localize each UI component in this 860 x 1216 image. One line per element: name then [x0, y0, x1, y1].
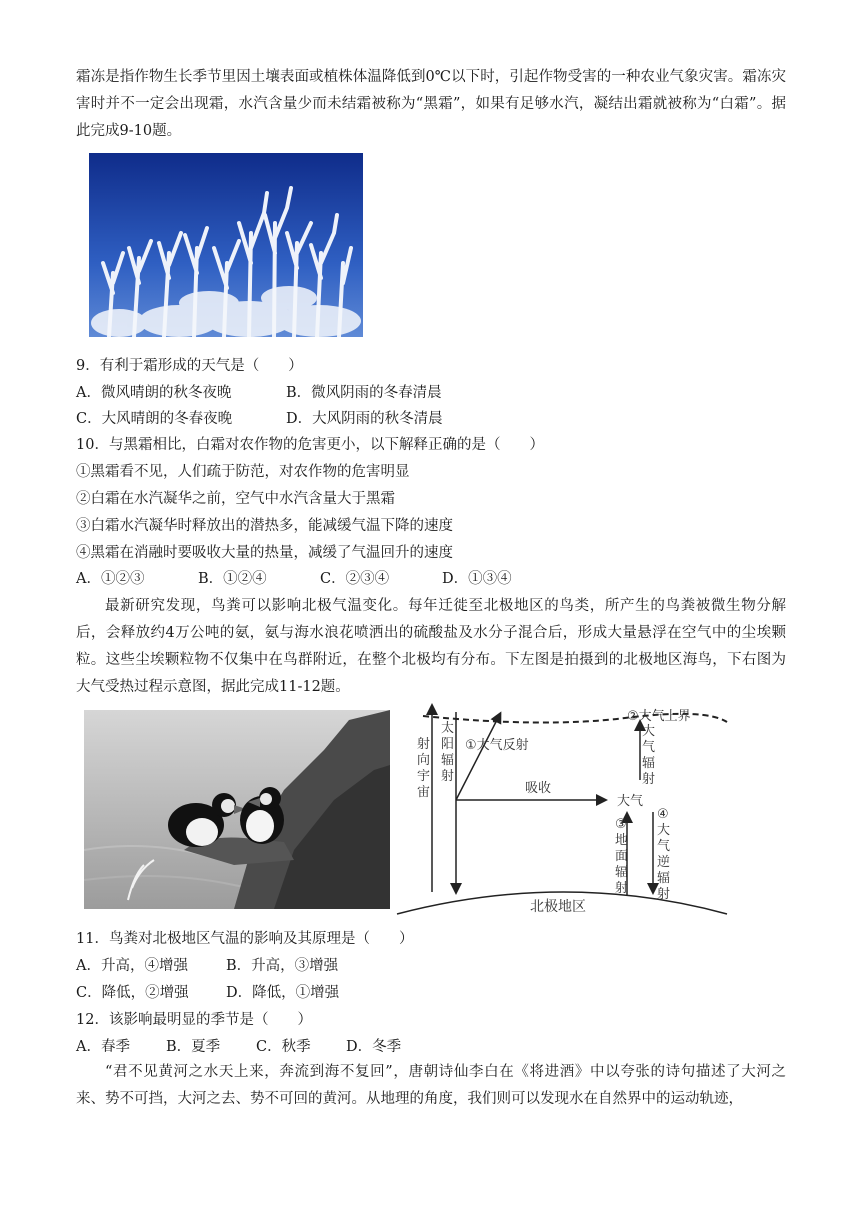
label-counter-radiation: ④ 大气逆辐射	[657, 807, 671, 902]
question-12-option-c[interactable]: C．秋季	[256, 1039, 311, 1055]
question-12-option-a[interactable]: A．春季	[76, 1039, 130, 1055]
question-12-options-row	[76, 1037, 401, 1057]
question-11-option-d[interactable]: D．降低，①增强	[226, 985, 340, 1001]
label-to-space: 射向宇宙	[417, 737, 431, 800]
question-10-option-b[interactable]: B．①②④	[198, 571, 267, 587]
question-11-stem: 11．鸟粪对北极地区气温的影响及其原理是（ ）	[76, 931, 414, 947]
question-9-option-b[interactable]: B．微风阴雨的冬春清晨	[286, 385, 442, 401]
frost-intro-paragraph: 霜冻是指作物生长季节里因土壤表面或植株体温降低到0℃以下时，引起作物受害的一种农业气象灾害。霜冻灾害时并不一定会出现霜，水汽含量少而未结霜被称为“黑霜”，如果有足够水汽，凝结出霜就被称为“白霜”。据此完成9-10题。	[76, 69, 786, 139]
label-atmospheric-radiation: 大气辐射	[642, 724, 656, 787]
reflection-arrow	[456, 714, 500, 800]
puffin-photo	[84, 710, 390, 909]
question-10-statement-3: ③白霜水汽凝华时释放出的潜热多，能减缓气温下降的速度	[76, 518, 453, 534]
question-11-option-b[interactable]: B．升高，③增强	[226, 958, 339, 974]
label-atmosphere: 大气	[617, 794, 644, 809]
question-12-stem: 12．该影响最明显的季节是（ ）	[76, 1012, 312, 1028]
yellow-river-paragraph: “君不见黄河之水天上来，奔流到海不复回”，唐朝诗仙李白在《将进酒》中以夸张的诗句描述了大河之来、势不可挡，大河之去、势不可回的黄河。从地理的角度，我们则可以发现水在自然界中的运动轨迹，	[76, 1064, 786, 1107]
question-9-stem: 9．有利于霜形成的天气是（ ）	[76, 358, 303, 374]
question-10-option-c[interactable]: C．②③④	[320, 571, 390, 587]
question-10-option-d[interactable]: D．①③④	[442, 571, 512, 587]
question-10-option-a[interactable]: A．①②③	[76, 571, 145, 587]
question-10-stem: 10．与黑霜相比，白霜对农作物的危害更小，以下解释正确的是（ ）	[76, 437, 544, 453]
label-absorption: 吸收	[525, 781, 552, 796]
atmosphere-heating-diagram	[395, 700, 735, 918]
question-12-option-b[interactable]: B．夏季	[166, 1039, 221, 1055]
question-11-option-c[interactable]: C．降低，②增强	[76, 985, 189, 1001]
label-arctic-region: 北极地区	[530, 899, 586, 915]
question-10-statement-4: ④黑霜在消融时要吸收大量的热量，减缓了气温回升的速度	[76, 545, 453, 561]
label-atmospheric-reflection: ①大气反射	[465, 738, 529, 753]
label-solar-radiation: 太阳辐射	[441, 721, 455, 784]
question-11-option-a[interactable]: A．升高，④增强	[76, 958, 188, 974]
question-9-option-c[interactable]: C．大风晴朗的冬春夜晚	[76, 411, 233, 427]
question-11-options-row-1	[76, 956, 338, 976]
question-10-options-row	[76, 569, 512, 589]
question-9-option-a[interactable]: A．微风晴朗的秋冬夜晚	[76, 385, 232, 401]
question-9-options-row-2	[76, 409, 443, 429]
frost-photo	[89, 153, 363, 337]
question-10-statement-1: ①黑霜看不见，人们疏于防范，对农作物的危害明显	[76, 464, 410, 480]
bird-intro-paragraph: 最新研究发现，鸟粪可以影响北极气温变化。每年迁徙至北极地区的鸟类，所产生的鸟粪被微生物分解后，会释放约4万公吨的氨，氨与海水浪花喷洒出的硫酸盐及水分子混合后，形成大量悬浮在空气中的尘埃颗粒。这些尘埃颗粒物不仅集中在鸟群附近，在整个北极均有分布。下左图是拍摄到的北极地区海鸟，下右图为大气受热过程示意图，据此完成11-12题。	[76, 598, 786, 695]
question-12-option-d[interactable]: D．冬季	[346, 1039, 402, 1055]
question-9-option-d[interactable]: D．大风阴雨的秋冬清晨	[286, 411, 443, 427]
question-9-options-row-1	[76, 383, 442, 403]
label-top-boundary: ②大气上界	[627, 709, 691, 724]
question-11-options-row-2	[76, 983, 339, 1003]
label-ground-radiation: ③ 地面辐射	[615, 817, 629, 896]
question-10-statement-2: ②白霜在水汽凝华之前，空气中水汽含量大于黑霜	[76, 491, 395, 507]
